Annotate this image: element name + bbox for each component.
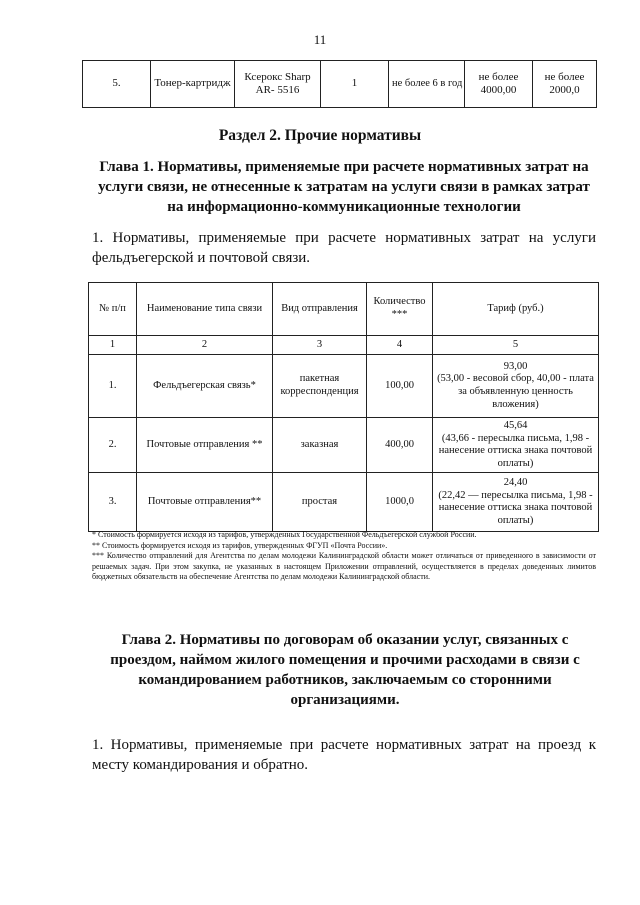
header-num: № п/п: [89, 283, 137, 336]
footnote: * Стоимость формируется исходя из тарифов, утвержденных Государственной Фельдъегерской службой России.: [92, 530, 477, 539]
item-name: Тонер-картридж: [151, 61, 235, 108]
table-row: [83, 61, 597, 108]
table-row: [89, 355, 599, 418]
item-frequency: не более 6 в год: [389, 61, 465, 108]
quantity: 400,00: [367, 418, 433, 473]
tariff-value: 45,64: [503, 420, 528, 431]
row-number: 2.: [89, 418, 137, 473]
header-tariff: Тариф (руб.): [433, 283, 599, 336]
tariff-value: 93,00: [503, 360, 528, 372]
item-price-2: не более 2000,0: [533, 61, 597, 108]
section-title: Раздел 2. Прочие нормативы: [218, 127, 422, 144]
item-quantity: 1: [321, 61, 389, 108]
dispatch-kind: простая: [273, 473, 367, 532]
item-model: Ксерокс Sharp AR- 5516: [235, 61, 321, 108]
col-number: 4: [367, 336, 433, 355]
paragraph-1-line-2: фельдъегерской и почтовой связи.: [92, 250, 311, 266]
tariff-note: (43,66 - пересылка письма, 1,98 - нанесение оттиска знака почтовой оплаты): [438, 432, 593, 469]
dispatch-kind: пакетная корреспонденция: [273, 355, 367, 418]
dispatch-kind: заказная: [273, 418, 367, 473]
top-table: [82, 60, 597, 108]
comm-type: Почтовые отправления**: [137, 473, 273, 532]
col-number: 3: [273, 336, 367, 355]
chapter2-title: Глава 2. Нормативы по договорам об оказании услуг, связанных с проездом, наймом жилого помещения и прочими расходами в связи с командированием работников, заключаемым со сторонними организациями.: [110, 632, 580, 708]
header-type: Наименование типа связи: [137, 283, 273, 336]
table-row: [89, 473, 599, 532]
footnote: ** Стоимость формируется исходя из тарифов, утвержденных ФГУП «Почта России».: [92, 540, 388, 550]
col-number: 2: [137, 336, 273, 355]
page-number: 11: [313, 32, 327, 47]
paragraph-2-line-1: 1. Нормативы, применяемые при расчете нормативных затрат на проезд к: [92, 737, 596, 753]
header-qty: Количество ***: [367, 283, 433, 336]
communication-norms-table: [88, 282, 599, 532]
paragraph-1-line-1: 1. Нормативы, применяемые при расчете нормативных затрат на услуги: [92, 230, 596, 246]
tariff: [433, 418, 599, 473]
chapter1-title: Глава 1. Нормативы, применяемые при расчете нормативных затрат на услуги связи, не отнесенные к затратам на услуги связи в рамках затрат на информационно-коммуникационные технологии: [98, 159, 590, 215]
col-number: 5: [433, 336, 599, 355]
footnote: *** Количество отправлений для Агентства по делам молодежи Калининградской области может отличаться от приведенного в зависимости от решаемых задач. При этом закупка, не указанных в настоящем Приложении отправлений, осуществляется в пределах доведенных лимитов бюджетных обязательств на обеспечение Агентства по делам молодежи Калининградской области.: [92, 551, 596, 581]
quantity: 100,00: [367, 355, 433, 418]
col-number: 1: [89, 336, 137, 355]
tariff-note: (22,42 — пересылка письма, 1,98 - нанесение оттиска знака почтовой оплаты): [438, 489, 593, 526]
tariff-note: (53,00 - весовой сбор, 40,00 - плата за объявленную ценность вложения): [437, 373, 594, 410]
quantity: 1000,0: [367, 473, 433, 532]
footnotes: [92, 530, 596, 583]
column-numbers-row: [89, 336, 599, 355]
tariff: [433, 355, 599, 418]
table-header-row: [89, 283, 599, 336]
item-price-1: не более 4000,00: [465, 61, 533, 108]
tariff: [433, 473, 599, 532]
tariff-value: 24,40: [503, 477, 528, 489]
table-row: [89, 418, 599, 473]
row-number: 1.: [89, 355, 137, 418]
comm-type: Фельдъегерская связь*: [137, 355, 273, 418]
paragraph-2-line-2: месту командирования и обратно.: [92, 757, 309, 773]
header-kind: Вид отправления: [273, 283, 367, 336]
row-number: 3.: [89, 473, 137, 532]
row-number: 5.: [83, 61, 151, 108]
comm-type: Почтовые отправления **: [137, 418, 273, 473]
